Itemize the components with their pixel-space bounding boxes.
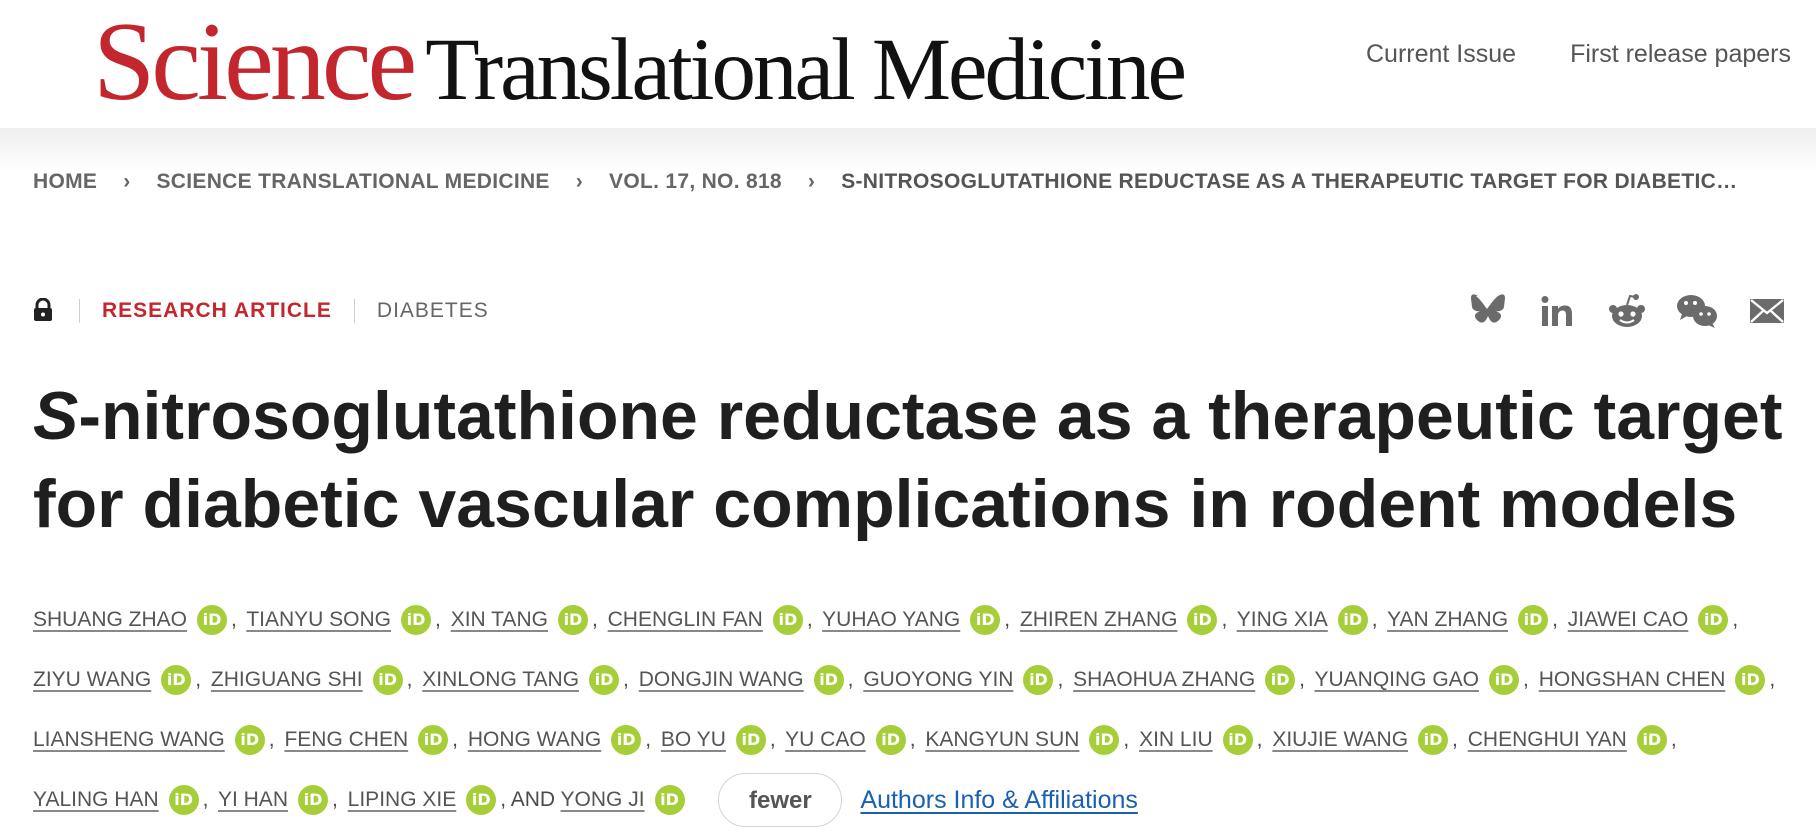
top-navigation — [1366, 40, 1791, 69]
author-separator: , — [1221, 608, 1228, 631]
author-item — [33, 728, 279, 751]
author-separator: , — [1371, 608, 1378, 631]
author-name[interactable]: YUHAO YANG — [822, 608, 961, 631]
author-separator: , — [195, 668, 202, 691]
author-separator: , — [1123, 728, 1130, 751]
author-item — [246, 608, 445, 631]
orcid-icon[interactable]: iD — [161, 665, 191, 695]
author-name[interactable]: YONG JI — [560, 788, 645, 811]
orcid-icon[interactable]: iD — [876, 725, 906, 755]
logo-journal-name: Translational Medicine — [425, 21, 1185, 119]
author-name[interactable]: GUOYONG YIN — [863, 668, 1014, 691]
author-item — [822, 608, 1014, 631]
author-item — [33, 608, 241, 631]
author-name[interactable]: CHENGHUI YAN — [1467, 728, 1627, 751]
author-separator: , — [769, 728, 776, 751]
author-item — [422, 668, 633, 691]
author-name[interactable]: JIAWEI CAO — [1567, 608, 1689, 631]
chevron-right-icon: › — [123, 170, 131, 193]
linkedin-icon[interactable] — [1536, 290, 1578, 332]
article-title — [33, 372, 1793, 548]
title-italic-s: S — [33, 378, 79, 454]
author-separator: , — [268, 728, 275, 751]
author-item — [863, 668, 1067, 691]
author-conjunction: AND — [510, 788, 561, 811]
author-separator: , — [806, 608, 813, 631]
author-separator: , — [623, 668, 629, 691]
author-name[interactable]: DONGJIN WANG — [638, 668, 804, 691]
author-name[interactable]: YUANQING GAO — [1314, 668, 1480, 691]
author-separator: , — [500, 788, 507, 811]
divider — [354, 299, 355, 323]
author-item — [348, 788, 506, 811]
orcid-icon[interactable]: iD — [1338, 605, 1368, 635]
orcid-icon[interactable]: iD — [655, 785, 685, 815]
author-name[interactable]: YU CAO — [785, 728, 866, 751]
author-item — [1387, 608, 1562, 631]
author-name[interactable]: KANGYUN SUN — [925, 728, 1080, 751]
author-separator: , — [1057, 668, 1064, 691]
orcid-icon[interactable]: iD — [169, 785, 199, 815]
orcid-icon[interactable]: iD — [466, 785, 496, 815]
nav-current-issue[interactable]: Current Issue — [1366, 40, 1517, 68]
author-separator: , — [331, 788, 338, 811]
author-separator: , — [1769, 668, 1776, 691]
chevron-right-icon: › — [575, 170, 584, 193]
orcid-icon[interactable]: iD — [970, 605, 1000, 635]
fewer-authors-button[interactable]: fewer — [718, 773, 842, 827]
author-item — [925, 728, 1133, 751]
author-name[interactable]: XIUJIE WANG — [1272, 728, 1409, 751]
author-name[interactable]: YING XIA — [1236, 608, 1328, 631]
author-item — [284, 728, 462, 751]
orcid-icon[interactable]: iD — [373, 665, 403, 695]
article-type: RESEARCH ARTICLE — [102, 299, 332, 322]
author-item — [451, 608, 602, 631]
author-list — [33, 590, 1793, 830]
author-name[interactable]: LIPING XIE — [347, 788, 457, 811]
author-name[interactable]: YALING HAN — [33, 788, 159, 811]
author-item — [218, 788, 342, 811]
author-name[interactable]: LIANSHENG WANG — [33, 728, 225, 751]
author-separator: , — [1004, 608, 1011, 631]
author-name[interactable]: FENG CHEN — [284, 728, 409, 751]
header-shadow — [0, 128, 1816, 172]
author-item — [1139, 728, 1266, 751]
author-item — [211, 668, 417, 691]
author-name[interactable]: BO YU — [660, 728, 726, 751]
orcid-icon[interactable]: iD — [1265, 665, 1295, 695]
breadcrumb-home[interactable]: HOME — [33, 170, 98, 193]
breadcrumb-issue[interactable]: VOL. 17, NO. 818 — [609, 170, 782, 193]
orcid-icon[interactable]: iD — [1698, 605, 1728, 635]
title-line2: for diabetic vascular complications in rodent models — [33, 466, 1738, 542]
author-separator: , — [909, 728, 916, 751]
orcid-icon[interactable]: iD — [814, 665, 844, 695]
site-header — [0, 0, 1816, 129]
author-name[interactable]: XINLONG TANG — [422, 668, 580, 691]
author-name[interactable]: YI HAN — [217, 788, 288, 811]
author-item — [1237, 608, 1382, 631]
orcid-icon[interactable]: iD — [589, 665, 619, 695]
article-meta — [33, 298, 489, 324]
author-name[interactable]: TIANYU SONG — [246, 608, 392, 631]
breadcrumb-current: S-NITROSOGLUTATHIONE REDUCTASE AS A THERAPEUTIC TARGET FOR DIABETIC… — [841, 170, 1738, 193]
orcid-icon[interactable]: iD — [1637, 725, 1667, 755]
orcid-icon[interactable]: iD — [418, 725, 448, 755]
author-separator: , — [645, 728, 652, 751]
divider — [79, 299, 80, 323]
author-name[interactable]: XIN LIU — [1139, 728, 1213, 751]
orcid-icon[interactable]: iD — [197, 605, 227, 635]
author-name[interactable]: SHUANG ZHAO — [33, 608, 188, 631]
author-name[interactable]: SHAOHUA ZHANG — [1073, 668, 1256, 691]
author-item — [511, 788, 689, 811]
share-bar — [1466, 290, 1788, 332]
author-item — [608, 608, 817, 631]
author-item — [639, 668, 858, 691]
author-item — [1314, 668, 1532, 691]
breadcrumb-journal[interactable]: SCIENCE TRANSLATIONAL MEDICINE — [156, 170, 550, 193]
author-name[interactable]: HONGSHAN CHEN — [1538, 668, 1726, 691]
author-item — [785, 728, 919, 751]
nav-first-release-papers[interactable]: First release papers — [1570, 40, 1791, 68]
title-line1: -nitrosoglutathione reductase as a therapeutic target — [78, 378, 1783, 454]
author-item — [1468, 728, 1681, 751]
author-separator: , — [202, 788, 209, 811]
author-name[interactable]: ZIYU WANG — [33, 668, 152, 691]
orcid-icon[interactable]: iD — [1187, 605, 1217, 635]
orcid-icon[interactable]: iD — [773, 605, 803, 635]
author-name[interactable]: CHENGLIN FAN — [607, 608, 763, 631]
reddit-icon[interactable] — [1606, 290, 1648, 332]
author-separator: , — [847, 668, 854, 691]
author-separator: , — [231, 608, 237, 631]
author-item — [33, 668, 205, 691]
author-item — [1539, 668, 1780, 691]
author-item — [1073, 668, 1309, 691]
author-name[interactable]: YAN ZHANG — [1387, 608, 1509, 631]
author-separator: , — [591, 608, 598, 631]
author-separator: , — [1299, 668, 1306, 691]
author-separator: , — [435, 608, 441, 631]
author-separator: , — [1732, 608, 1739, 631]
author-item — [1568, 608, 1742, 631]
orcid-icon[interactable]: iD — [558, 605, 588, 635]
orcid-icon[interactable]: iD — [1735, 665, 1765, 695]
author-item — [1020, 608, 1231, 631]
author-separator: , — [406, 668, 413, 691]
wechat-icon[interactable] — [1676, 290, 1718, 332]
orcid-icon[interactable]: iD — [1223, 725, 1253, 755]
author-name[interactable]: HONG WANG — [467, 728, 602, 751]
orcid-icon[interactable]: iD — [611, 725, 641, 755]
orcid-icon[interactable]: iD — [401, 605, 431, 635]
breadcrumb — [33, 170, 1737, 194]
orcid-icon[interactable]: iD — [736, 725, 766, 755]
author-separator: , — [1670, 728, 1677, 751]
author-item — [33, 788, 213, 811]
site-logo[interactable] — [93, 0, 1185, 124]
author-name[interactable]: ZHIGUANG SHI — [210, 668, 363, 691]
lock-icon — [33, 298, 57, 324]
authors-affiliations-link[interactable]: Authors Info & Affiliations — [860, 786, 1138, 815]
author-separator: , — [1256, 728, 1263, 751]
orcid-icon[interactable]: iD — [1089, 725, 1119, 755]
author-item — [1272, 728, 1462, 751]
author-name[interactable]: ZHIREN ZHANG — [1019, 608, 1178, 631]
orcid-icon[interactable]: iD — [235, 725, 265, 755]
author-separator: , — [452, 728, 458, 751]
orcid-icon[interactable]: iD — [1418, 725, 1448, 755]
author-name[interactable]: XIN TANG — [450, 608, 548, 631]
orcid-icon[interactable]: iD — [1518, 605, 1548, 635]
email-icon[interactable] — [1746, 290, 1788, 332]
orcid-icon[interactable]: iD — [1489, 665, 1519, 695]
author-separator: , — [1523, 668, 1529, 691]
chevron-right-icon: › — [807, 170, 816, 193]
bluesky-icon[interactable] — [1466, 290, 1508, 332]
article-subject[interactable]: DIABETES — [376, 299, 489, 322]
orcid-icon[interactable]: iD — [1023, 665, 1053, 695]
author-separator: , — [1552, 608, 1558, 631]
author-separator: , — [1452, 728, 1458, 751]
logo-science: Science — [93, 0, 414, 124]
author-item — [661, 728, 780, 751]
author-item — [468, 728, 655, 751]
orcid-icon[interactable]: iD — [298, 785, 328, 815]
